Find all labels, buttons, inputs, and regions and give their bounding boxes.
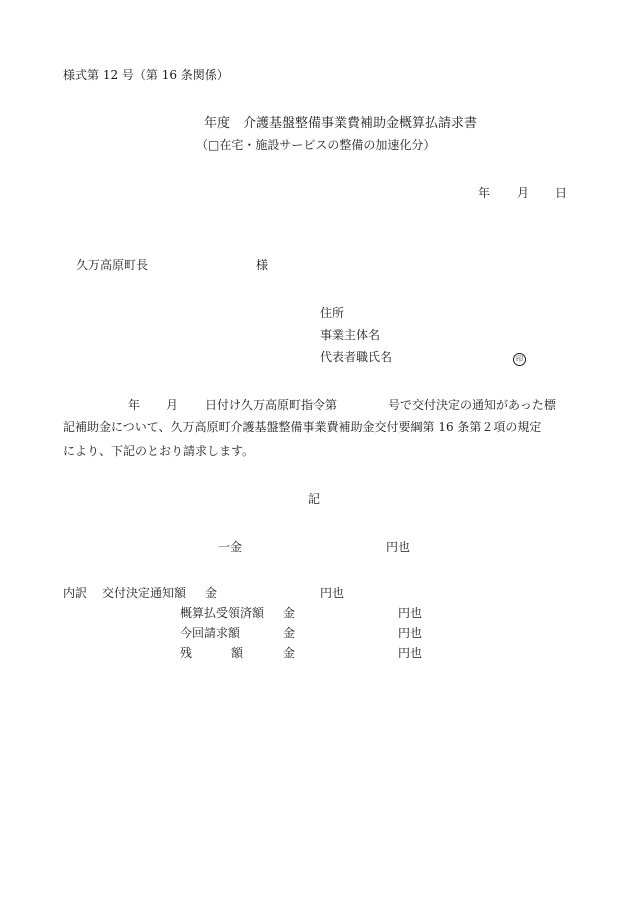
body-line1-text: 日付け久万高原町指令第 bbox=[205, 398, 338, 412]
breakdown-kin: 金 bbox=[283, 606, 296, 620]
addressee-honorific: 様 bbox=[256, 258, 269, 272]
ki-heading: 記 bbox=[308, 492, 321, 506]
date-year: 年 bbox=[478, 186, 491, 200]
breakdown-label: 内訳 bbox=[63, 586, 88, 600]
body-year: 年 bbox=[128, 398, 141, 412]
seal-mark-icon: 印 bbox=[513, 350, 526, 366]
amount-prefix: 一金 bbox=[218, 540, 243, 554]
date-day: 日 bbox=[555, 186, 568, 200]
breakdown-yen: 円也 bbox=[320, 586, 345, 600]
amount-suffix: 円也 bbox=[386, 540, 411, 554]
breakdown-item: 概算払受領済額 bbox=[180, 606, 265, 620]
breakdown-item: 交付決定通知額 bbox=[102, 586, 187, 600]
breakdown-yen: 円也 bbox=[398, 646, 423, 660]
breakdown-item-part: 額 bbox=[231, 646, 244, 660]
breakdown-kin: 金 bbox=[205, 586, 218, 600]
body-line2: 記補助金について、久万高原町介護基盤整備事業費補助金交付要綱第 16 条第２項の規定 bbox=[63, 420, 542, 434]
form-number: 様式第 12 号（第 16 条関係） bbox=[63, 68, 229, 82]
date-month: 月 bbox=[517, 186, 530, 200]
body-month: 月 bbox=[166, 398, 179, 412]
document-subtitle: （□在宅・施設サービスの整備の加速化分） bbox=[196, 138, 436, 152]
body-line3: により、下記のとおり請求します。 bbox=[63, 444, 255, 458]
breakdown-item: 今回請求額 bbox=[180, 626, 241, 640]
entity-name-label: 事業主体名 bbox=[320, 328, 381, 342]
breakdown-kin: 金 bbox=[283, 626, 296, 640]
breakdown-item-part: 残 bbox=[180, 646, 193, 660]
representative-label: 代表者職氏名 bbox=[320, 350, 393, 364]
breakdown-yen: 円也 bbox=[398, 626, 423, 640]
address-label: 住所 bbox=[320, 306, 345, 320]
breakdown-kin: 金 bbox=[283, 646, 296, 660]
breakdown-yen: 円也 bbox=[398, 606, 423, 620]
addressee-name: 久万高原町長 bbox=[76, 258, 149, 272]
body-line1-end: 号で交付決定の通知があった標 bbox=[388, 398, 556, 412]
document-title: 年度 介護基盤整備事業費補助金概算払請求書 bbox=[204, 116, 478, 131]
